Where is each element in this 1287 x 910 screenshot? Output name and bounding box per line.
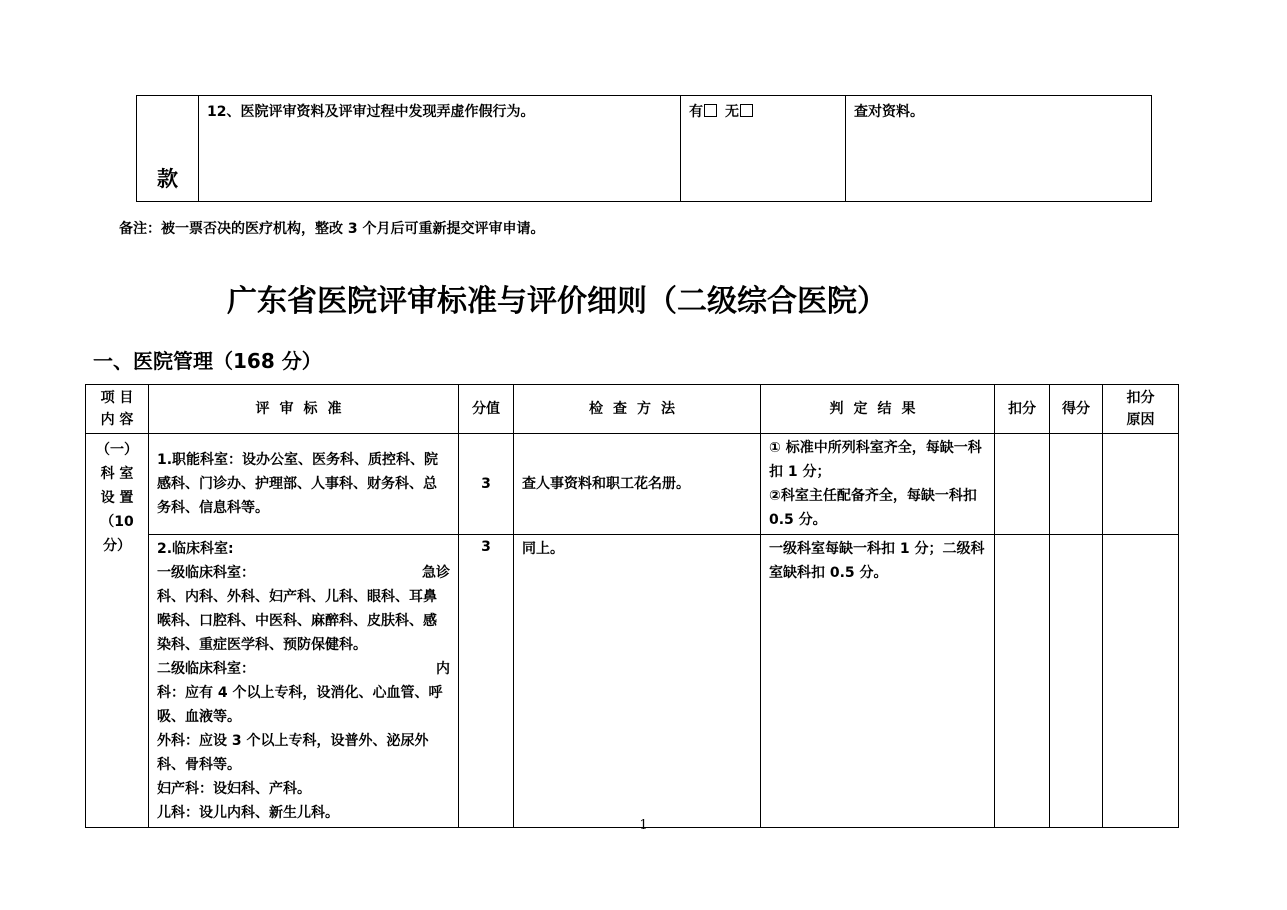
header-standard: 评审标准	[149, 385, 459, 434]
checkbox-yes[interactable]	[704, 104, 717, 117]
standard-text: 12、医院评审资料及评审过程中发现弄虚作假行为。	[199, 96, 681, 202]
checkbox-no[interactable]	[740, 104, 753, 117]
gained-cell[interactable]	[1050, 535, 1103, 828]
header-score: 分值	[459, 385, 514, 434]
header-item: 项 目 内 容	[86, 385, 149, 434]
carryover-table	[136, 95, 1152, 202]
gained-cell[interactable]	[1050, 434, 1103, 535]
deduct-cell[interactable]	[995, 535, 1050, 828]
table-row	[86, 535, 1179, 828]
section-heading: 一、医院管理（168 分）	[93, 349, 322, 373]
remark-note: 备注：被一票否决的医疗机构，整改 3 个月后可重新提交评审申请。	[119, 221, 545, 237]
header-reason: 扣分 原因	[1103, 385, 1179, 434]
standard-cell: 2.临床科室: 一级临床科室： 急诊 科、内科、外科、妇产科、儿科、眼科、耳鼻喉科、口腔科、中医科、麻醉科、皮肤科、感染科、重症医学科、预防保健科。 二级临床科室： 内 科：应有 4 个以上专科，设消化、心血管、呼吸、血液等。 外科：应设 3 个以上专科，设普外、泌尿外科、骨科等。 妇产科：设妇科、产科。 儿科：设儿内科、新生儿科。	[149, 535, 459, 828]
score-cell: 3	[459, 434, 514, 535]
method-cell: 同上。	[514, 535, 761, 828]
group-cell: （一） 科 室 设 置 （10 分）	[86, 434, 149, 828]
yes-no-options	[681, 96, 846, 202]
header-result: 判定结果	[761, 385, 995, 434]
header-gained: 得分	[1050, 385, 1103, 434]
reason-cell[interactable]	[1103, 434, 1179, 535]
evaluation-table	[85, 384, 1179, 828]
score-cell: 3	[459, 535, 514, 828]
result-cell: 一级科室每缺一科扣 1 分；二级科室缺科扣 0.5 分。	[761, 535, 995, 828]
page-number: 1	[639, 818, 648, 833]
table-row	[86, 434, 1179, 535]
table-row	[137, 96, 1152, 202]
header-deduct: 扣分	[995, 385, 1050, 434]
method-text: 查对资料。	[846, 96, 1152, 202]
option-yes-label: 有	[689, 104, 703, 120]
deduct-cell[interactable]	[995, 434, 1050, 535]
header-method: 检查方法	[514, 385, 761, 434]
header-row	[86, 385, 1179, 434]
item-label: 款	[137, 96, 199, 202]
standard-cell: 1.职能科室：设办公室、医务科、质控科、院感科、门诊办、护理部、人事科、财务科、总务科、信息科等。	[149, 434, 459, 535]
reason-cell[interactable]	[1103, 535, 1179, 828]
method-cell: 查人事资料和职工花名册。	[514, 434, 761, 535]
result-cell: ① 标准中所列科室齐全，每缺一科扣 1 分； ②科室主任配备齐全，每缺一科扣 0.5 分。	[761, 434, 995, 535]
document-title: 广东省医院评审标准与评价细则（二级综合医院）	[227, 284, 887, 319]
option-no-label: 无	[725, 104, 739, 120]
